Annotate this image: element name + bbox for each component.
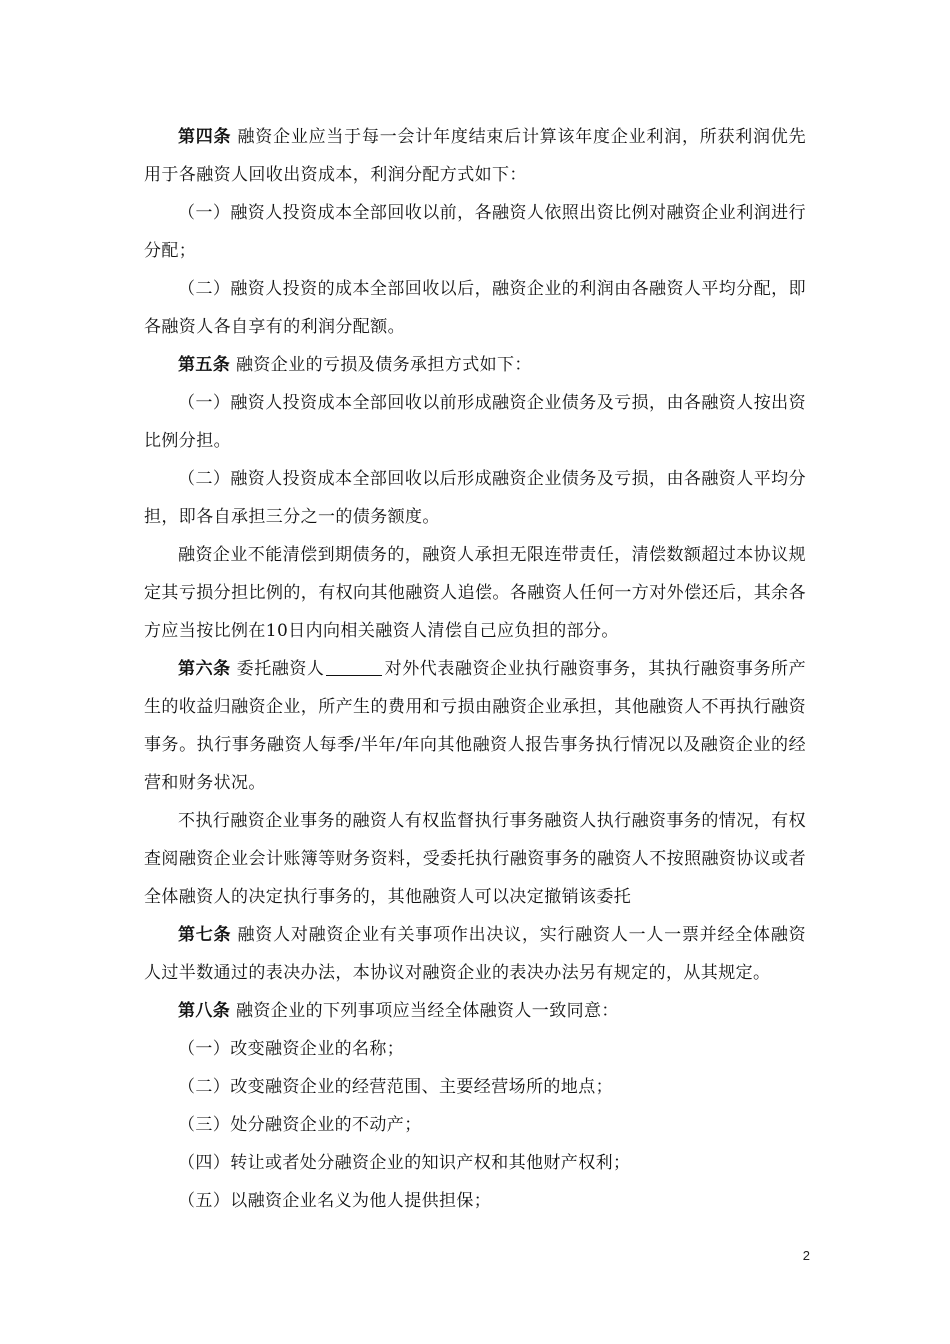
fill-in-blank[interactable] [326,659,382,676]
paragraph-text: 融资企业不能清偿到期债务的，融资人承担无限连带责任，清偿数额超过本协议规定其亏损分担比例的，有权向其他融资人追偿。各融资人任何一方对外偿还后，其余各方应当按比例在10日内向相关融资人清偿自己应负担的部分。 [144,545,806,641]
article-5-item-2 [144,460,806,536]
article-5-item-1 [144,384,806,460]
paragraph-text: 融资企业的下列事项应当经全体融资人一致同意： [230,1001,619,1021]
article-label: 第四条 [178,127,232,147]
article-8 [144,992,806,1030]
article-8-item-4 [144,1144,806,1182]
paragraph-text: （二）融资人投资的成本全部回收以后，融资企业的利润由各融资人平均分配，即各融资人各自享有的利润分配额。 [144,279,806,337]
article-7 [144,916,806,992]
paragraph-text: （四）转让或者处分融资企业的知识产权和其他财产权利； [178,1153,631,1173]
paragraph-text: 融资人对融资企业有关事项作出决议，实行融资人一人一票并经全体融资人过半数通过的表决办法，本协议对融资企业的表决办法另有规定的，从其规定。 [144,925,807,983]
article-5-clause [144,536,806,650]
article-label: 第五条 [178,355,231,375]
article-5 [144,346,806,384]
paragraph-text: 融资企业应当于每一会计年度结束后计算该年度企业利润，所获利润优先用于各融资人回收出资成本，利润分配方式如下： [144,127,807,185]
page-number: 2 [802,1248,810,1263]
article-8-item-1 [144,1030,806,1068]
paragraph-text: （三）处分融资企业的不动产； [178,1115,422,1135]
article-label: 第七条 [178,925,232,945]
paragraph-text: （五）以融资企业名义为他人提供担保； [178,1191,492,1211]
document-body [144,118,806,1220]
paragraph-text: （一）融资人投资成本全部回收以前形成融资企业债务及亏损，由各融资人按出资比例分担。 [144,393,806,451]
article-6 [144,650,806,802]
paragraph-text: （一）改变融资企业的名称； [178,1039,405,1059]
article-8-item-2 [144,1068,806,1106]
paragraph-text: 委托融资人 [230,659,325,679]
article-8-item-3 [144,1106,806,1144]
paragraph-text: 不执行融资企业事务的融资人有权监督执行事务融资人执行融资事务的情况，有权查阅融资企业会计账簿等财务资料，受委托执行融资事务的融资人不按照融资协议或者全体融资人的决定执行事务的，其他融资人可以决定撤销该委托 [144,811,806,907]
article-4-item-2 [144,270,806,346]
article-label: 第六条 [178,659,231,679]
paragraph-text: （一）融资人投资成本全部回收以前，各融资人依照出资比例对融资企业利润进行分配； [144,203,806,261]
paragraph-text: 融资企业的亏损及债务承担方式如下： [230,355,532,375]
paragraph-text: 对外代表融资企业执行融资事务，其执行融资事务所产生的收益归融资企业，所产生的费用和亏损由融资企业承担，其他融资人不再执行融资事务。执行事务融资人每季/半年/年向其他融资人报告事务执行情况以及融资企业的经营和财务状况。 [144,659,806,793]
article-8-item-5 [144,1182,806,1220]
article-4 [144,118,806,194]
article-label: 第八条 [178,1001,231,1021]
article-4-item-1 [144,194,806,270]
paragraph-text: （二）融资人投资成本全部回收以后形成融资企业债务及亏损，由各融资人平均分担，即各自承担三分之一的债务额度。 [144,469,806,527]
article-6-clause [144,802,806,916]
paragraph-text: （二）改变融资企业的经营范围、主要经营场所的地点； [178,1077,613,1097]
